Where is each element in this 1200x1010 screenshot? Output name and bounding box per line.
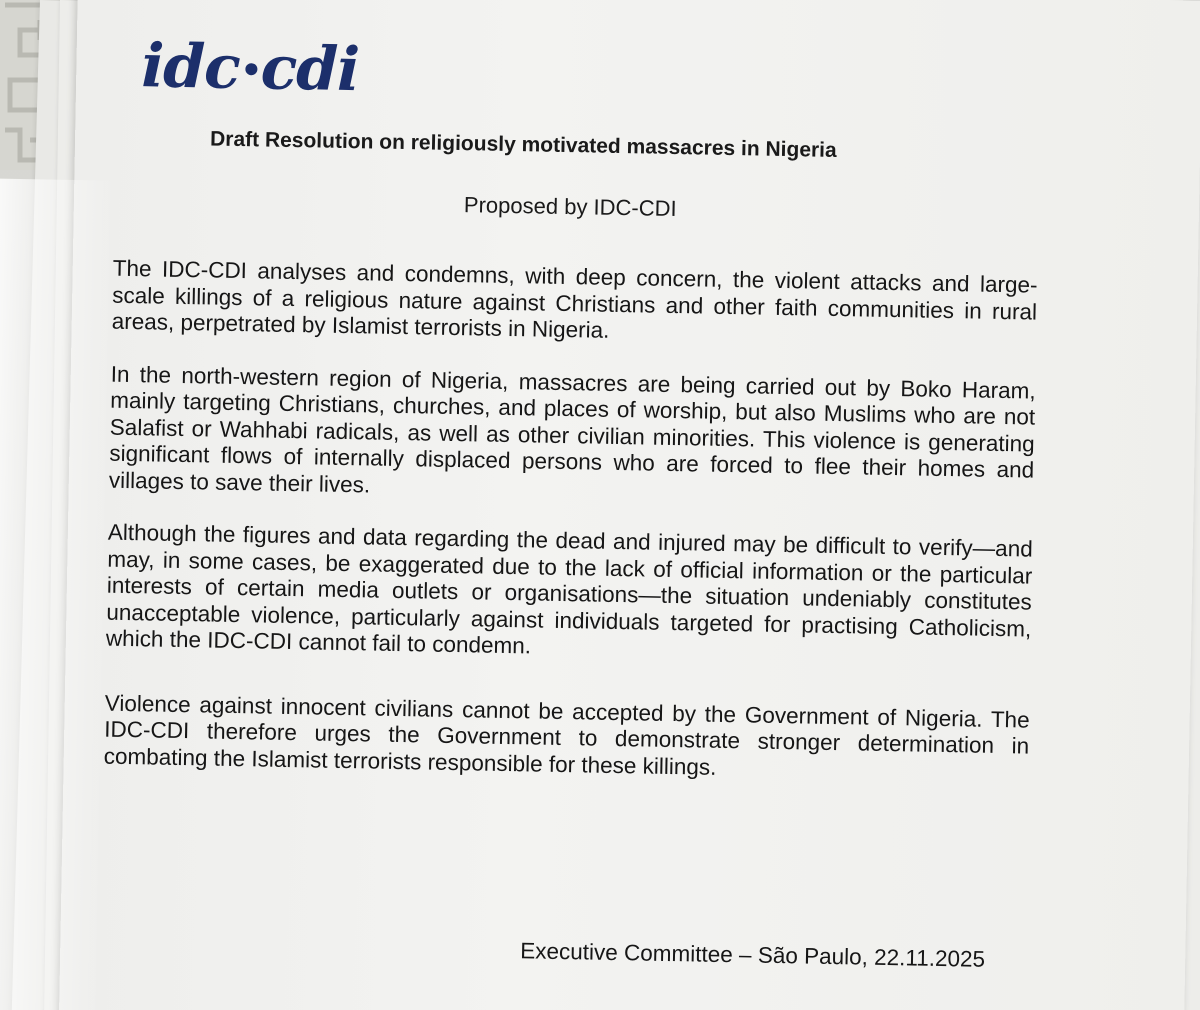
logo-dot-icon [246, 63, 258, 75]
logo-text-left: idc [140, 31, 241, 103]
paragraph-1: The IDC-CDI analyses and condemns, with deep concern, the violent attacks and large-scale killings of a religious nature against Christians and other faith communities in rural areas, perpetrated by Islamist terrorists in Nigeria. [111, 255, 1038, 343]
logo-text-right: cdi [260, 33, 360, 106]
document-body [103, 256, 1038, 813]
paragraph-3: Although the figures and data regarding the dead and injured may be difficult to verify—and may, in some cases, be exaggerated due to the lack of official information or the particular interests of certain media outlets or organisations—the situation undeniably constitutes unacceptable violence, particularly against individuals targeted for practising Catholicism, which the IDC-CDI cannot fail to condemn. [105, 519, 1033, 659]
document-title: Draft Resolution on religiously motivated massacres in Nigeria [209, 127, 837, 162]
document-subtitle: Proposed by IDC-CDI [463, 192, 677, 222]
resolution-page [58, 0, 1200, 1010]
idc-cdi-logo [140, 31, 360, 106]
signature-line: Executive Committee – São Paulo, 22.11.2025 [520, 938, 986, 972]
paragraph-2: In the north-western region of Nigeria, massacres are being carried out by Boko Haram, mainly targeting Christians, churches, and places of worship, but also Muslims who are not Salafist or Wahhabi radicals, as well as other civilian minorities. This violence is generating significant flows of internally displaced persons who are forced to flee their homes and villages to save their lives. [108, 361, 1036, 497]
paragraph-4: Violence against innocent civilians cannot be accepted by the Government of Nigeria. The IDC-CDI therefore urges the Government to demonstrate stronger determination in combating the Islamist terrorists responsible for these killings. [103, 690, 1030, 780]
